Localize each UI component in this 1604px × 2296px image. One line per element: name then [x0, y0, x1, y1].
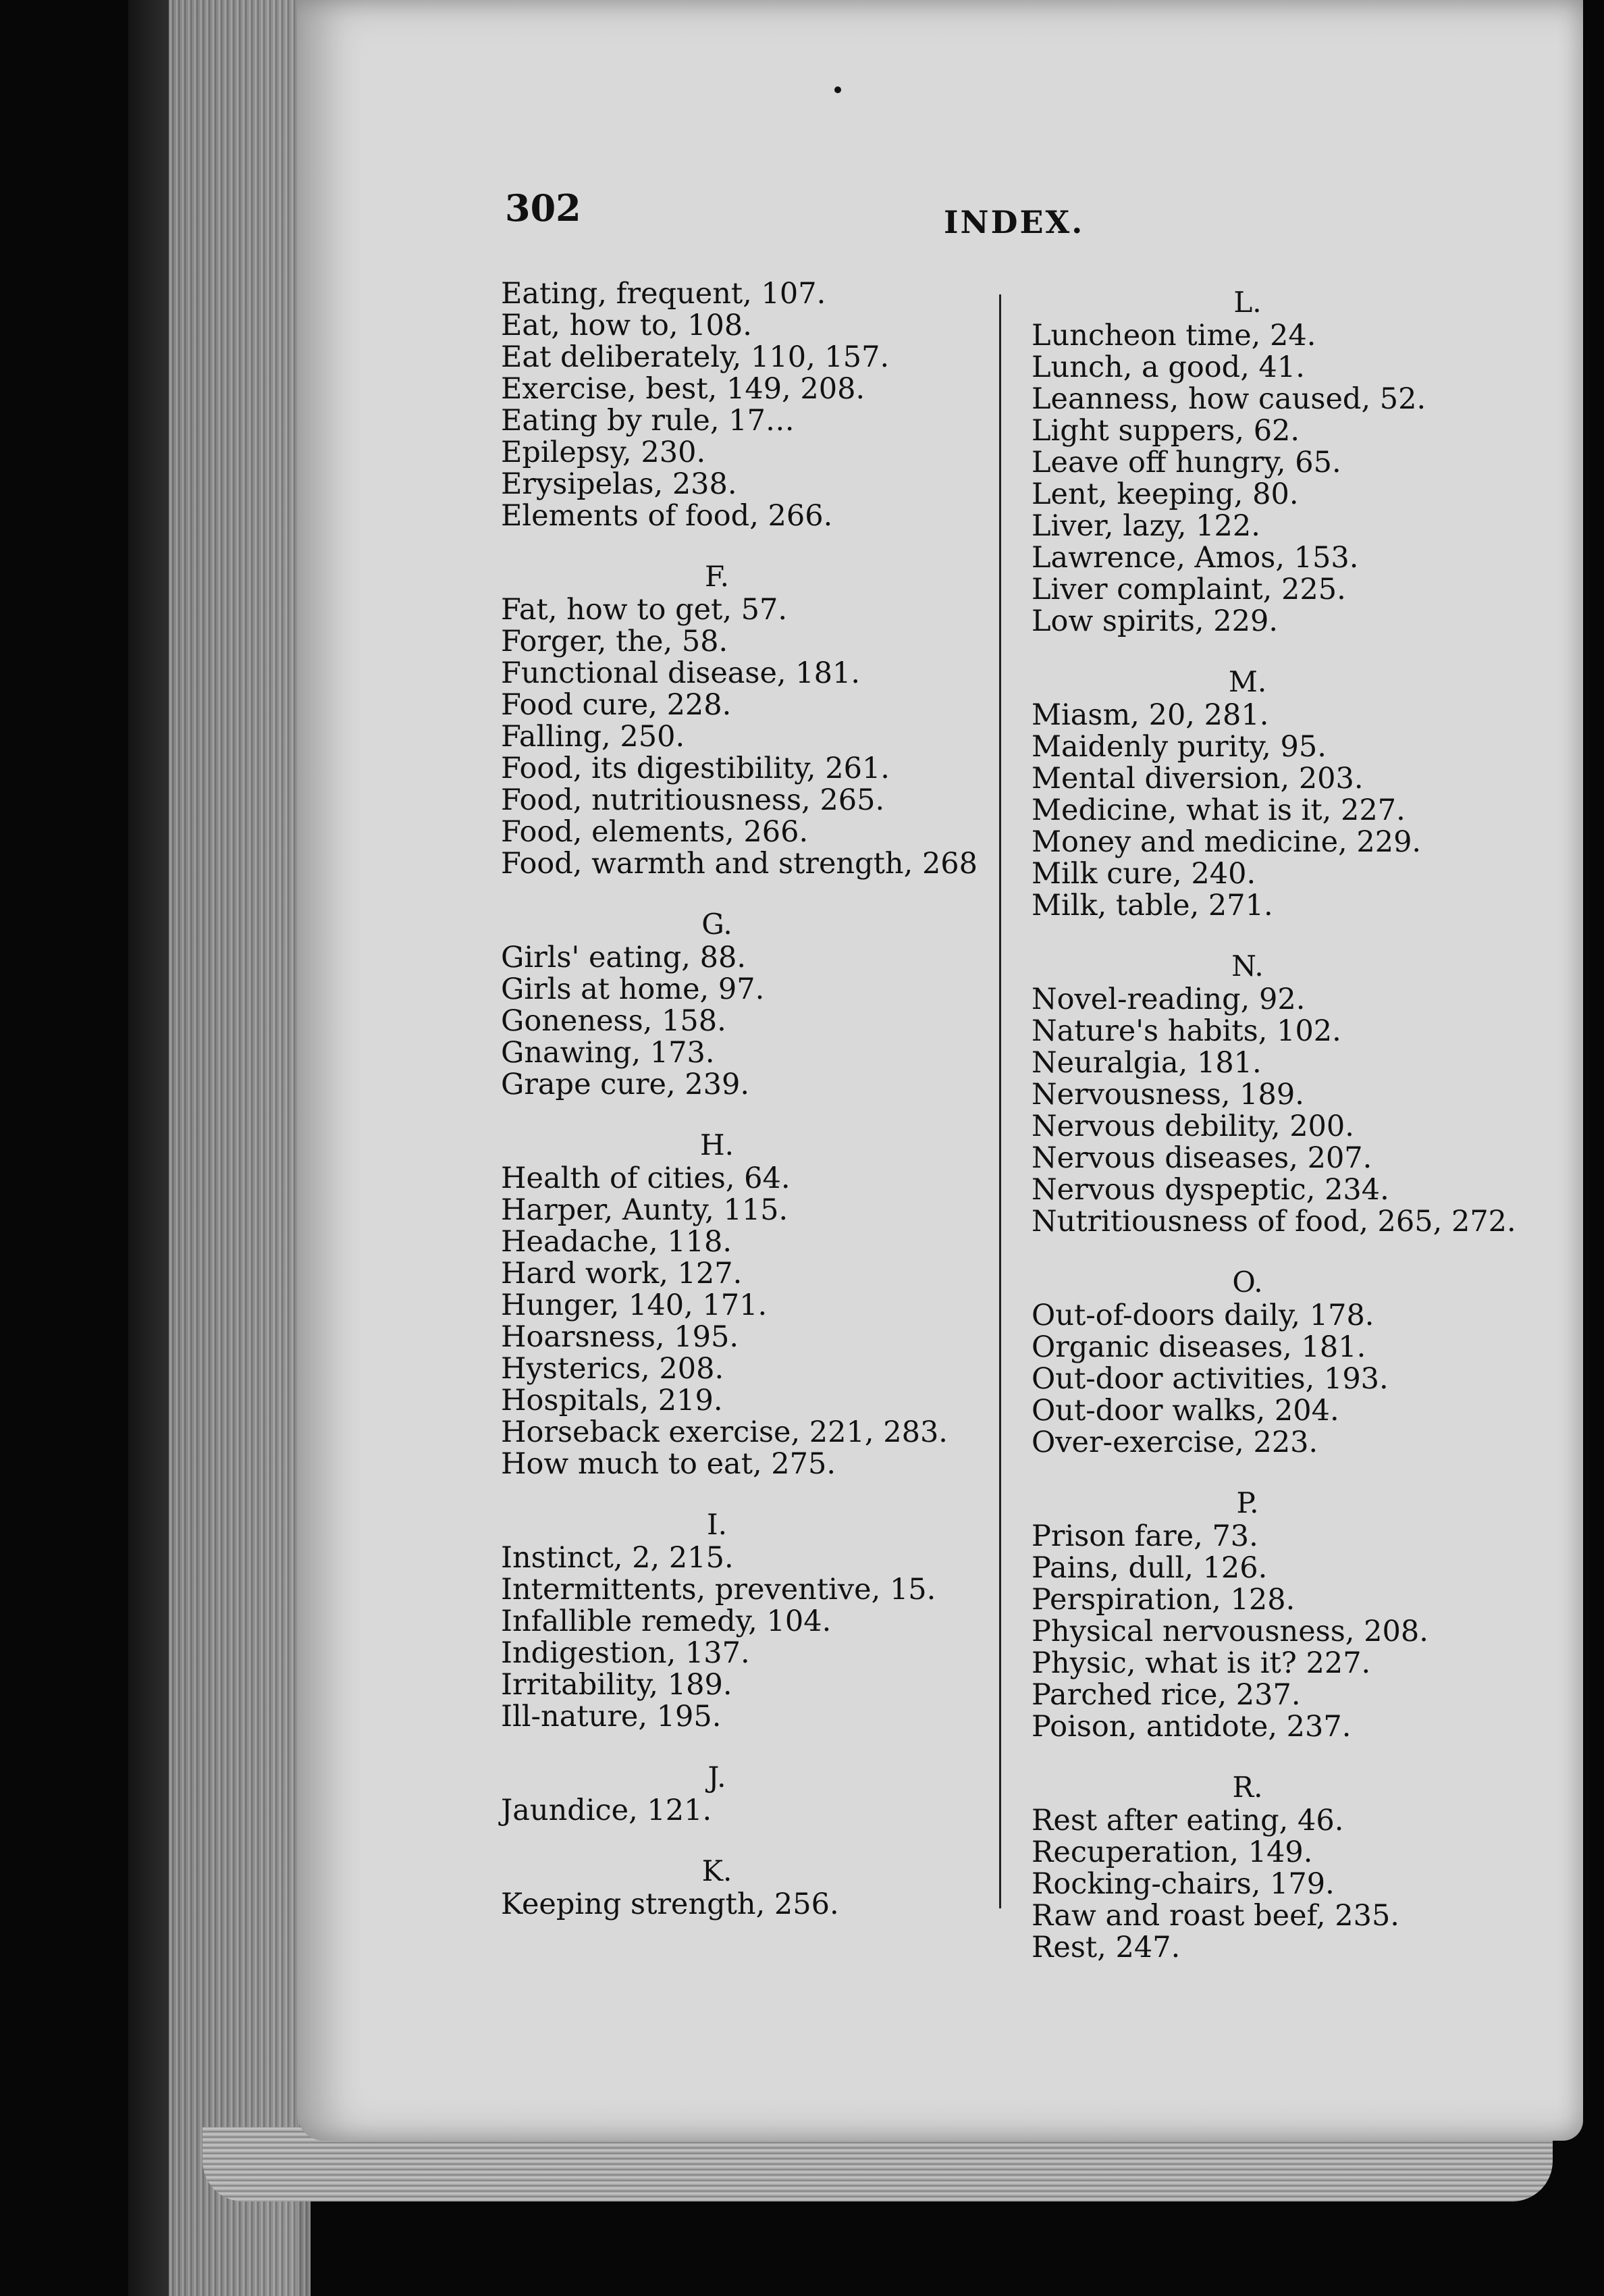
index-entry: Medicine, what is it, 227. [1032, 793, 1406, 827]
index-entry: Instinct, 2, 215. [501, 1541, 734, 1575]
section-gap [1032, 637, 1518, 664]
section-gap [1032, 1743, 1518, 1770]
section-letter: J. [707, 1760, 726, 1794]
index-entry: Infallible remedy, 104. [501, 1604, 832, 1638]
index-entry: Eating by rule, 17… [501, 404, 795, 438]
index-entry: Perspiration, 128. [1032, 1583, 1295, 1617]
index-entry: Out-of-doors daily, 178. [1032, 1299, 1374, 1332]
section-letter: I. [707, 1508, 727, 1541]
running-head: INDEX. [944, 204, 1085, 240]
index-entry: Rest, 247. [1032, 1931, 1181, 1964]
section-letter: H. [700, 1128, 734, 1162]
index-entry: Liver complaint, 225. [1032, 573, 1346, 606]
index-column-right [1032, 285, 1518, 1964]
index-entry: Milk, table, 271. [1032, 889, 1273, 922]
section-letter: N. [1231, 949, 1264, 983]
index-entry: Maidenly purity, 95. [1032, 730, 1327, 764]
section-letter: F. [705, 560, 729, 593]
section-gap [1032, 1238, 1518, 1265]
section-letter: R. [1232, 1771, 1263, 1804]
index-entry: Physical nervousness, 208. [1032, 1615, 1428, 1648]
column-divider [999, 294, 1001, 1908]
ink-spot [834, 86, 841, 93]
index-entry: Money and medicine, 229. [1032, 825, 1422, 859]
index-entry: Luncheon time, 24. [1032, 319, 1316, 353]
index-entry: Nature's habits, 102. [1032, 1014, 1341, 1048]
index-entry: Keeping strength, 256. [501, 1887, 839, 1921]
page-number: 302 [505, 186, 581, 230]
index-entry: Novel-reading, 92. [1032, 983, 1306, 1016]
index-entry: Leanness, how caused, 52. [1032, 382, 1426, 416]
section-letter: G. [701, 908, 732, 941]
index-entry: Recuperation, 149. [1032, 1835, 1313, 1869]
index-entry: Epilepsy, 230. [501, 436, 706, 469]
index-entry: Forger, the, 58. [501, 625, 728, 658]
index-entry: Nervous debility, 200. [1032, 1110, 1354, 1143]
index-entry: Grape cure, 239. [501, 1068, 750, 1101]
index-entry: Hoarsness, 195. [501, 1320, 739, 1354]
index-entry: Out-door activities, 193. [1032, 1362, 1389, 1396]
index-entry: Eat deliberately, 110, 157. [501, 340, 890, 374]
index-entry: Hunger, 140, 171. [501, 1288, 768, 1322]
index-entry: Health of cities, 64. [501, 1162, 791, 1195]
section-letter: O. [1232, 1266, 1263, 1299]
index-entry: Nervous diseases, 207. [1032, 1141, 1372, 1175]
section-gap [501, 532, 987, 559]
index-entry: Girls at home, 97. [501, 972, 765, 1006]
section-gap [501, 1827, 987, 1854]
section-letter: M. [1228, 665, 1267, 698]
index-entry: Raw and roast beef, 235. [1032, 1899, 1399, 1933]
section-letter: L. [1233, 286, 1262, 319]
section-gap [501, 1480, 987, 1507]
index-entry: Intermittents, preventive, 15. [501, 1573, 936, 1607]
index-entry: Food cure, 228. [501, 688, 732, 722]
index-entry: Milk cure, 240. [1032, 857, 1256, 891]
index-entry: Indigestion, 137. [501, 1636, 750, 1670]
index-entry: Prison fare, 73. [1032, 1519, 1258, 1553]
index-entry: Girls' eating, 88. [501, 941, 747, 974]
index-entry: Liver, lazy, 122. [1032, 509, 1260, 543]
index-entry: Out-door walks, 204. [1032, 1394, 1339, 1428]
index-entry: Nervous dyspeptic, 234. [1032, 1173, 1389, 1207]
index-entry: Physic, what is it? 227. [1032, 1646, 1371, 1680]
index-entry: Fat, how to get, 57. [501, 593, 788, 627]
index-entry: Hard work, 127. [501, 1257, 743, 1290]
section-gap [1032, 1459, 1518, 1486]
index-entry: Irritability, 189. [501, 1668, 732, 1702]
index-entry: Ill-nature, 195. [501, 1700, 722, 1733]
index-entry: Eat, how to, 108. [501, 309, 752, 342]
index-entry: Rest after eating, 46. [1032, 1804, 1344, 1837]
index-entry: Rocking-chairs, 179. [1032, 1867, 1335, 1901]
index-entry: Parched rice, 237. [1032, 1678, 1301, 1712]
index-entry: Gnawing, 173. [501, 1036, 715, 1070]
index-entry: Pains, dull, 126. [1032, 1551, 1268, 1585]
index-entry: Lent, keeping, 80. [1032, 477, 1299, 511]
index-entry: Neuralgia, 181. [1032, 1046, 1262, 1080]
index-entry: Mental diversion, 203. [1032, 762, 1364, 795]
index-entry: Light suppers, 62. [1032, 414, 1300, 448]
index-entry: Nutritiousness of food, 265, 272. [1032, 1205, 1516, 1238]
index-entry: Organic diseases, 181. [1032, 1330, 1366, 1364]
section-letter: K. [701, 1854, 732, 1887]
index-entry: Lunch, a good, 41. [1032, 350, 1305, 384]
index-entry: Erysipelas, 238. [501, 467, 737, 501]
index-entry: Nervousness, 189. [1032, 1078, 1304, 1112]
index-entry: Eating, frequent, 107. [501, 277, 826, 311]
index-entry: Food, warmth and strength, 268 [501, 847, 978, 881]
page-edges [169, 0, 311, 2296]
section-gap [501, 880, 987, 907]
index-entry: Over-exercise, 223. [1032, 1426, 1318, 1459]
index-entry: Lawrence, Amos, 153. [1032, 541, 1359, 575]
index-entry: Food, nutritiousness, 265. [501, 783, 885, 817]
index-entry: Food, its digestibility, 261. [501, 752, 890, 785]
section-gap [1032, 922, 1518, 949]
section-letter: P. [1236, 1486, 1259, 1519]
index-entry: Elements of food, 266. [501, 499, 833, 533]
index-entry: Exercise, best, 149, 208. [501, 372, 865, 406]
index-entry: Horseback exercise, 221, 283. [501, 1415, 948, 1449]
index-entry: Headache, 118. [501, 1225, 732, 1259]
index-entry: Harper, Aunty, 115. [501, 1193, 788, 1227]
index-entry: Hysterics, 208. [501, 1352, 724, 1386]
index-entry: Falling, 250. [501, 720, 685, 754]
index-column-left [501, 278, 987, 1921]
index-entry: Poison, antidote, 237. [1032, 1710, 1352, 1744]
index-entry: Miasm, 20, 281. [1032, 698, 1269, 732]
section-gap [501, 1733, 987, 1760]
index-entry: How much to eat, 275. [501, 1447, 836, 1481]
index-entry: Functional disease, 181. [501, 656, 860, 690]
index-entry: Jaundice, 121. [501, 1794, 712, 1827]
index-entry: Hospitals, 219. [501, 1384, 723, 1417]
index-entry: Low spirits, 229. [1032, 604, 1278, 638]
index-entry: Leave off hungry, 65. [1032, 446, 1341, 479]
index-entry: Food, elements, 266. [501, 815, 809, 849]
index-entry: Goneness, 158. [501, 1004, 726, 1038]
section-gap [501, 1101, 987, 1128]
